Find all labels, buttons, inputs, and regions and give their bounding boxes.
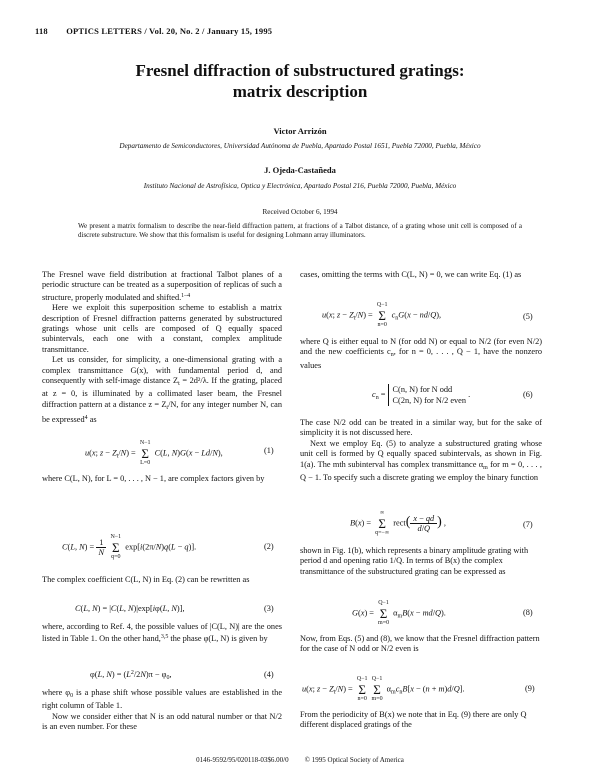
journal-citation: OPTICS LETTERS / Vol. 20, No. 2 / January 15, 1995 [66,26,273,36]
equation-number: (9) [525,684,535,693]
title-line-1: Fresnel diffraction of substructured gratings: [135,61,465,80]
paragraph: where Q is either equal to N (for odd N) or equal to N/2 (for even N/2) and the new coefficients $c_n$, for n = 0, . . . , Q − 1, have the nonzero values [300,337,542,370]
received-date: Received October 6, 1994 [262,208,338,216]
equation-9: u(x; $z - Z_t/N) = Q-1$ Σ n=0Q−1 Σ m=0 $\alpha_mc_nB[x - (n + m)d/Q]$. [302,676,465,702]
paragraph: The Fresnel wave field distribution at fractional Talbot planes of a periodic structure can be treated as a superposition of replicas of such a structure, properly modulated and shifted.$^{1-4}$ [42,270,282,302]
author-affiliation: Instituto Nacional de Astrofísica, Optica y Electrónica, Apartado Postal 216, Puebla 72000, Puebla, México [143,182,457,190]
title-line-2: matrix description [232,82,368,101]
author-affiliation: Departamento de Semiconductores, Universidad Autónoma de Puebla, Apartado Postal 1651, Puebla 72000, Puebla, México [119,142,481,150]
equation-number: (4) [264,670,274,679]
author-name: J. Ojeda-Castañeda [264,165,336,175]
equation-number: (1) [264,446,274,455]
equation-3: C(L, N) = |C(L, N)|exp[iφ(L, N)], [75,604,185,613]
equation-number: (5) [523,312,533,321]
abstract: We present a matrix formalism to describe the near-field diffraction pattern, at fractions of a Talbot distance, of a grating whose unit cell is composed of a discrete substructure. We show that this formalism is useful for designing Lohmann array illuminators. [78,222,522,240]
equation-number: (6) [523,390,533,399]
paragraph: Here we exploit this superposition scheme to establish a matrix description of Fresnel diffraction patterns generated by substructured gratings whose unit cells are composed of Q equally spaced subintervals, each one with a constant, complex amplitude transmittance. [42,303,282,354]
equation-4: φ(L, $N) = (L^2/2N)\pi - \varphi_0$, [90,670,172,681]
equation-number: (8) [523,608,533,617]
paragraph: The case N/2 odd can be treated in a similar way, but for the sake of simplicity it is not discussed here. [300,418,542,438]
equation-8: G(x) = Q−1 Σ m=0 $\alpha_mB(x - md/Q)$. [352,600,446,626]
equation-5: u(x; $z - Z_t/N) = Q-1$ Σ n=0 $c_nG(x - nd/Q)$, [322,302,442,328]
left-column-bottom [42,688,282,733]
paragraph: The complex coefficient C(L, N) in Eq. (2) can be rewritten as [42,575,250,584]
paper-title [0,60,600,102]
paragraph: shown in Fig. 1(b), which represents a binary amplitude grating with period d and opening ratio 1/Q. In terms of B(x) the complex transmittance of the substructured grating can be expressed as [300,546,529,576]
paragraph: From the periodicity of B(x) we note that in Eq. (9) there are only Q different displaced gratings of the [300,710,527,730]
equation-1: u(x; $z - Z_t/N) = N-1$ Σ L=0 C(L, N)G(x − Ld/N), [85,440,223,466]
right-column-mid [300,418,542,483]
article-code: 0146-9592/95/020118-03$6.00/0 [196,756,289,764]
equation-7: B(x) = ∞ Σ q=−∞ rect( $\frac{x - qd}{d/Q}$ ) , [350,510,446,536]
paragraph: cases, omitting the terms with C(L, N) = 0, we can write Eq. (1) as [300,270,522,279]
paragraph: Now, from Eqs. (5) and (8), we know that the Fresnel diffraction pattern for the case of N odd or N/2 even is [300,634,540,654]
equation-number: (7) [523,520,533,529]
paragraph: where, according to Ref. 4, the possible values of |C(L, N)| are the ones listed in Table 1. On the other hand,$^{3,5}$ the phase φ(L, N) is given by [42,622,282,644]
paragraph: where C(L, N), for L = 0, . . . , N − 1, are complex factors given by [42,474,265,483]
page-footer [0,756,600,764]
paragraph: Let us consider, for simplicity, a one-dimensional grating with a complex transmittance G(x), with fundamental period d, and consequently with self-image distance $Z_t = 2d^2/\lambda$. If the grating, placed at z = 0, is illuminated by a collimated laser beam, the Fresnel diffraction pattern at a distance $z = Z_t/N$, for any integer number N, can be expressed$^4$ as [42,355,282,425]
paragraph: Now we consider either that N is an odd natural number or that N/2 is an even number. For these [42,711,282,732]
page-number: 118 [35,26,48,36]
author-name: Victor Arrizón [273,126,327,136]
equation-number: (2) [264,542,274,551]
running-header [35,26,272,36]
paragraph: Next we employ Eq. (5) to analyze a substructured grating whose unit cell is formed by Q equally spaced subintervals, as shown in Fig. 1(a). The mth subinterval has complex transmittance $\alpha_m$ for m = 0, . . . , Q − 1. To specify such a discrete grating we employ the binary function [300,438,542,483]
paragraph: where $\varphi_0$ is a phase shift whose possible values are established in the right column of Table 1. [42,688,282,711]
equation-6: $c_n$ = C(n, N) for N odd C(2n, N) for N/2 even . [372,385,471,405]
copyright: © 1995 Optical Society of America [304,756,404,764]
left-column [42,270,282,426]
equation-2: C(L, N) = $\frac{1}{N}$ N−1 Σ q=0 exp[i(2π/N)q(L − q)]. [62,534,197,560]
equation-number: (3) [264,604,274,613]
